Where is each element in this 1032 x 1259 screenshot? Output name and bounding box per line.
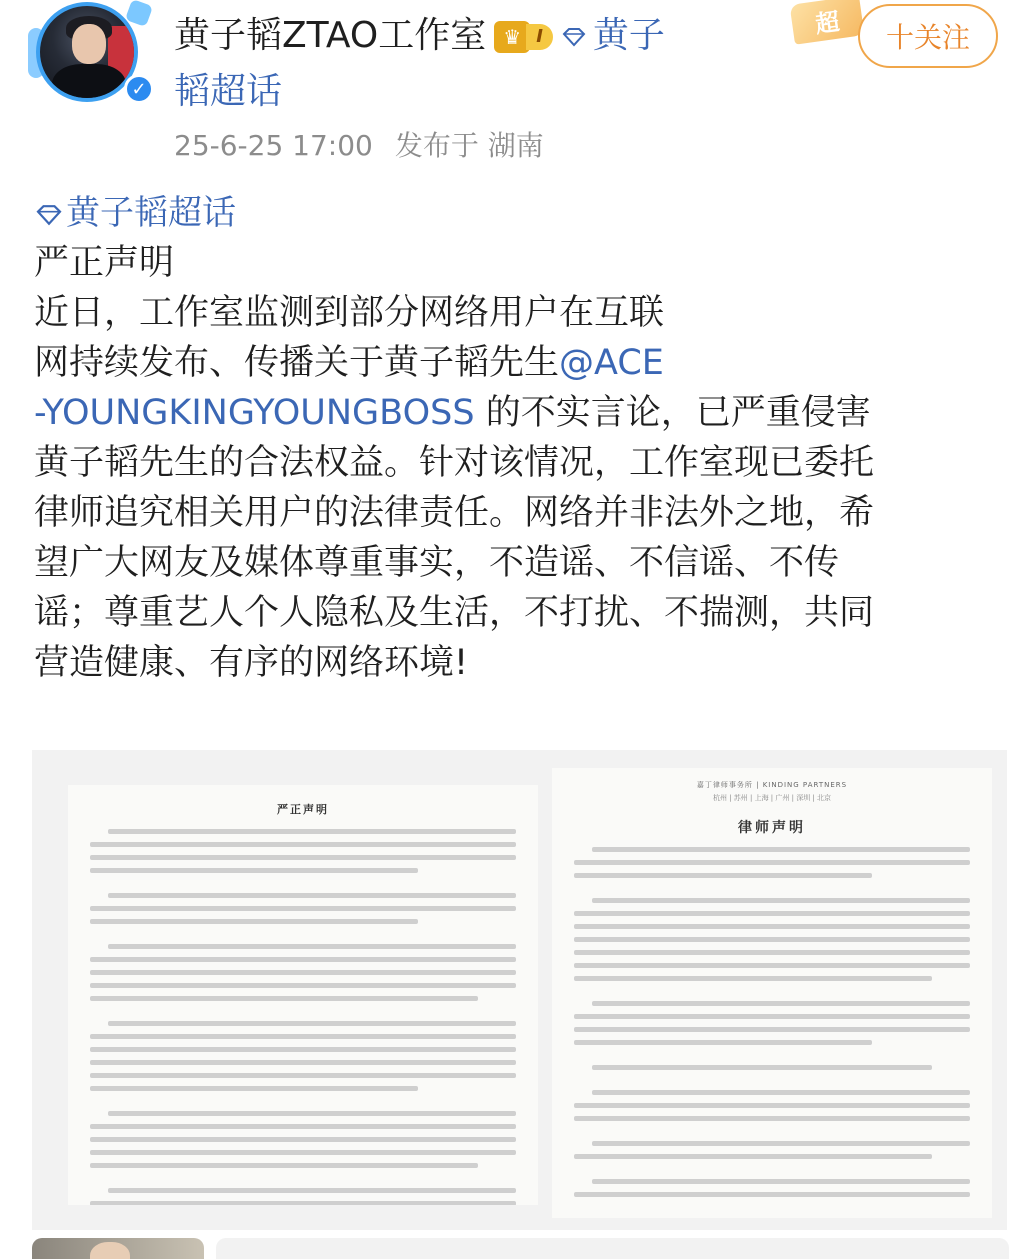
document-title: 严正声明	[277, 803, 329, 816]
author-name[interactable]: 黄子韬ZTAO工作室	[174, 15, 487, 56]
diamond-icon	[34, 204, 64, 226]
post-header	[0, 0, 1032, 175]
mention-link-cont[interactable]: -YOUNGKINGYOUNGBOSS	[34, 393, 475, 433]
post-meta	[174, 124, 566, 164]
lawyer-document	[552, 768, 992, 1218]
topic-link-text-1: 黄子	[592, 15, 665, 56]
post-line: 营造健康、有序的网络环境!	[34, 643, 469, 683]
next-image-thumbnail[interactable]	[32, 1238, 204, 1259]
name-line	[174, 8, 844, 120]
post-line-text: 的不实言论，已严重侵害	[474, 393, 871, 433]
post-topic-text: 黄子韬超话	[66, 193, 236, 233]
avatar[interactable]	[28, 2, 154, 102]
statement-document	[68, 785, 538, 1205]
law-firm-cities: 杭州 | 苏州 | 上海 | 广州 | 深圳 | 北京	[712, 794, 832, 802]
badge-level: I	[526, 24, 553, 50]
post-line: 望广大网友及媒体尊重事实，不造谣、不信谣、不传	[34, 543, 840, 583]
mention-link[interactable]: @ACE	[559, 343, 664, 383]
post-line: 律师追究相关用户的法律责任。网络并非法外之地，希	[34, 493, 875, 533]
verified-icon: ✓	[124, 74, 154, 104]
post-line: 谣；尊重艺人个人隐私及生活，不打扰、不揣测，共同	[34, 593, 875, 633]
location: 发布于 湖南	[394, 129, 544, 162]
member-badge[interactable]	[494, 20, 553, 54]
post-title: 严正声明	[34, 243, 175, 283]
post-line	[34, 388, 1009, 438]
post-content	[34, 188, 1009, 688]
avatar-image	[36, 2, 138, 102]
timestamp: 25-6-25 17:00	[174, 129, 373, 162]
law-firm-name: 嘉丁律师事务所 | KINDING PARTNERS	[696, 781, 848, 789]
diamond-icon	[561, 27, 587, 47]
follow-button[interactable]: 十关注	[858, 4, 998, 68]
document-title: 律师声明	[738, 820, 806, 836]
crown-icon: ♛	[494, 21, 530, 53]
next-image-placeholder	[216, 1238, 1009, 1259]
post-line: 近日，工作室监测到部分网络用户在互联	[34, 293, 665, 333]
super-tag-icon: 超	[790, 0, 865, 45]
post-topic[interactable]	[34, 188, 1009, 238]
post-line-text: 网持续发布、传播关于黄子韬先生	[34, 343, 560, 383]
topic-link-text-2: 韬超话	[174, 71, 283, 112]
post-image[interactable]	[32, 750, 1007, 1230]
post-line: 黄子韬先生的合法权益。针对该情况，工作室现已委托	[34, 443, 875, 483]
post-line	[34, 338, 1009, 388]
